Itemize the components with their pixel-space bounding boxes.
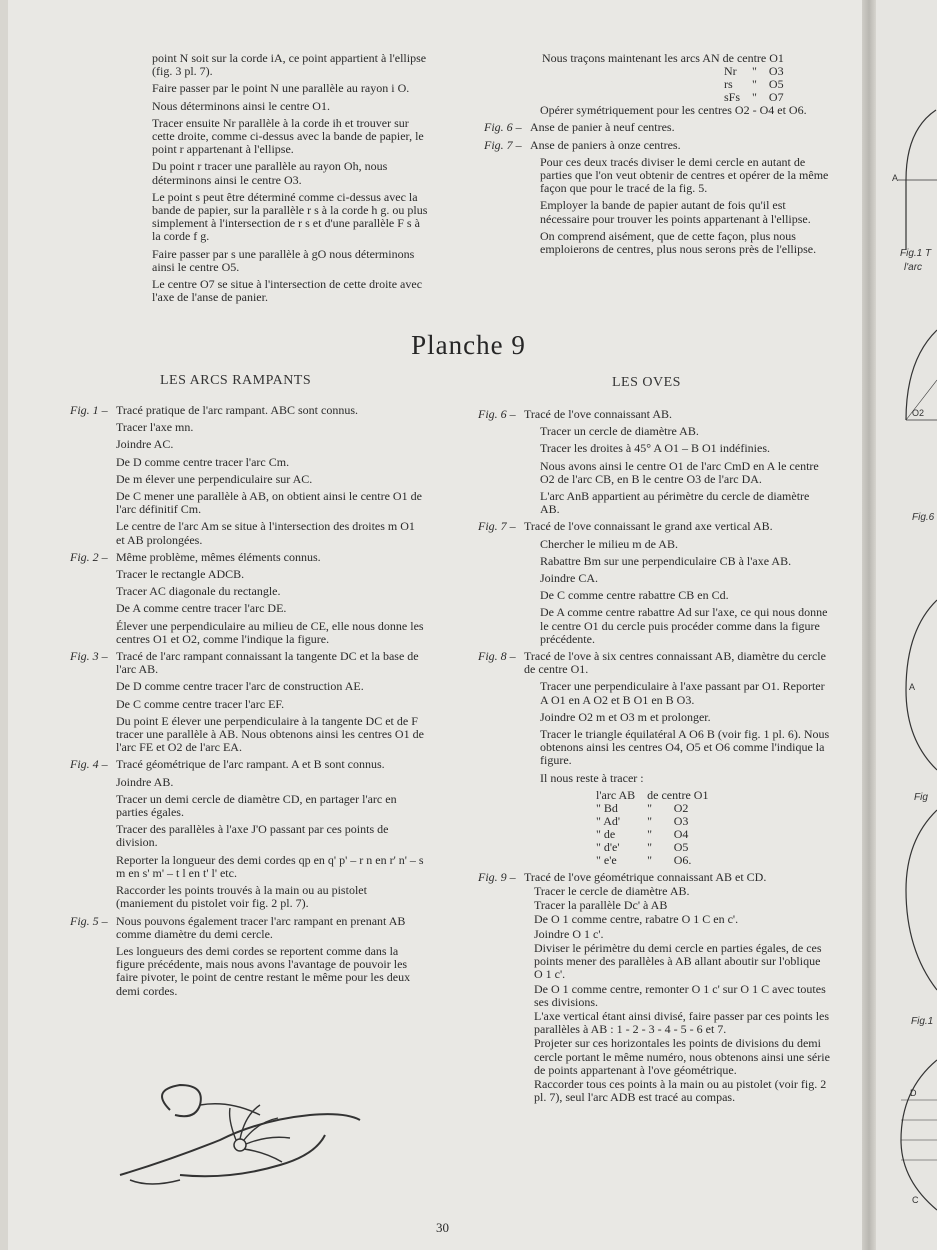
paragraph: Le point s peut être déterminé comme ci-dessus avec la bande de papier, sur la parallèle r s à la corde h g. ou plus simplement à l'intersection de r s et d'une parallèle F s à la corde f g. <box>152 189 428 244</box>
arcs-intro: Nous traçons maintenant les arcs AN de centre O1 <box>542 51 784 65</box>
ditto-cell: " <box>752 90 757 105</box>
instruction: Tracer un cercle de diamètre AB. <box>540 424 699 439</box>
centre-cell: O5 <box>768 77 784 92</box>
cell: O5 <box>673 839 689 854</box>
instruction: De C comme centre rabattre CB en Cd. <box>540 588 729 603</box>
cell: " d'e' <box>596 839 620 854</box>
cell: O4 <box>673 826 689 841</box>
centre-cell: O7 <box>768 90 784 105</box>
instruction: De C mener une parallèle à AB, on obtient ainsi le centre O1 de l'arc définitif Cm. <box>116 489 422 517</box>
fig-heading <box>70 650 426 676</box>
palmette-ornament <box>110 1080 370 1190</box>
page-number: 30 <box>436 1220 449 1235</box>
fig-head: Tracé de l'arc rampant connaissant la tangente DC et la base de l'arc AB. <box>116 649 419 677</box>
instruction: Reporter la longueur des demi cordes qp en q' p' – r n en r' n' – s m en s' m' – t l en t' l' etc. <box>116 852 424 880</box>
page-title: Planche 9 <box>411 330 526 360</box>
fig-label: Fig. 8 – <box>478 649 516 664</box>
fig-head: Même problème, mêmes éléments connus. <box>116 549 321 564</box>
paragraph: point N soit sur la corde iA, ce point appartient à l'ellipse (fig. 3 pl. 7). <box>152 51 427 79</box>
table-row <box>596 841 720 854</box>
fig-label: Fig. 2 – <box>70 549 108 564</box>
table-header-row <box>596 789 720 802</box>
fig-head: Tracé pratique de l'arc rampant. ABC sont connus. <box>116 403 358 417</box>
fig-label: Fig. 4 – <box>70 757 108 772</box>
cell: " <box>647 813 653 828</box>
fig-label: Fig. 1 – <box>70 403 108 417</box>
instruction: Élever une perpendiculaire au milieu de CE, elle nous donne les centres O1 et O2, comme l'indique la figure. <box>116 618 424 646</box>
paragraph: Faire passer par le point N une parallèle au rayon i O. <box>152 81 410 96</box>
paragraph: Faire passer par s une parallèle à gO nous déterminons ainsi le centre O5. <box>152 246 415 274</box>
instruction: Tracer une perpendiculaire à l'axe passant par O1. Reporter A O1 en A O2 et B O1 en B O3. <box>540 679 825 707</box>
fig-head: Tracé de l'ove à six centres connaissant AB, diamètre du cercle de centre O1. <box>524 649 826 677</box>
table-row <box>596 802 720 815</box>
arc-cell: sFs <box>724 90 741 105</box>
cell: " de <box>596 826 616 841</box>
facing-page-diagrams <box>876 0 937 1250</box>
margin-arc: l'arc <box>904 262 923 273</box>
cell: " Ad' <box>596 813 621 828</box>
arc-cell: Nr <box>724 64 737 79</box>
instruction: Tracer l'axe mn. <box>116 420 194 435</box>
fig-heading <box>70 404 426 417</box>
instruction: Tracer les droites à 45° A O1 – B O1 indéfinies. <box>540 441 770 456</box>
instruction: Tracer le triangle équilatéral A O6 B (voir fig. 1 pl. 6). Nous obtenons ainsi les centres O4, O5 et O6 comme l'indique la figure. <box>540 727 830 768</box>
instruction: Rabattre Bm sur une perpendiculaire CB à l'axe AB. <box>540 553 792 568</box>
right-section-heading: LES OVES <box>612 375 681 390</box>
fig-head: Tracé géométrique de l'arc rampant. A et B sont connus. <box>116 757 385 772</box>
figure-block <box>70 650 426 754</box>
instruction: Tracer la parallèle Dc' à AB <box>534 898 668 913</box>
fig-heading <box>70 551 426 564</box>
ditto-cell: " <box>752 77 757 92</box>
margin-fig7: Fig <box>914 792 928 803</box>
instruction: L'arc AnB appartient au périmètre du cercle de diamètre AB. <box>540 489 810 517</box>
table-row <box>596 828 720 841</box>
cell: O3 <box>673 813 689 828</box>
instruction: Tracer AC diagonale du rectangle. <box>116 584 281 599</box>
fig-text: Anse de panier à neuf centres. <box>530 120 675 135</box>
margin-fig1: Fig.1 T <box>900 248 932 259</box>
cell: " <box>647 826 653 841</box>
instruction: Diviser le périmètre du demi cercle en parties égales, de ces points mener des parallèles à AB allant aboutir sur l'oblique O 1 c'. <box>534 940 822 982</box>
instruction: Tracer un demi cercle de diamètre CD, en partager l'arc en parties égales. <box>116 791 397 820</box>
instruction: Il nous reste à tracer : <box>540 770 644 785</box>
fig-heading <box>70 758 426 771</box>
ditto-cell: " <box>752 64 757 79</box>
paragraph: On comprend aisément, que de cette façon, plus nous emploierons de centres, plus nous serons près de l'ellipse. <box>540 228 817 257</box>
margin-fig9: Fig.1 <box>911 1016 934 1027</box>
instruction: Raccorder les points trouvés à la main ou au pistolet (maniement du pistolet voir fig. 2 pl. 7). <box>116 883 367 911</box>
instruction: Joindre O2 m et O3 m et prolonger. <box>540 709 711 724</box>
paragraph: Du point r tracer une parallèle au rayon Oh, nous déterminons ainsi le centre O3. <box>152 159 388 187</box>
header-cell: l'arc AB <box>596 787 636 802</box>
cell: O6. <box>673 852 692 867</box>
centre-cell: O3 <box>768 64 784 79</box>
fig-label: Fig. 6 – <box>478 407 516 421</box>
fig-label: Fig. 5 – <box>70 913 108 928</box>
table-row <box>596 815 720 828</box>
instruction: Tracer le cercle de diamètre AB. <box>534 884 690 899</box>
cell: " <box>647 852 653 867</box>
margin-fig6: Fig.6 <box>912 512 935 523</box>
figure-block <box>478 650 830 785</box>
instruction: De O 1 comme centre, remonter O 1 c' sur O 1 C avec toutes ses divisions. <box>534 981 826 1009</box>
symmetry-note: Opérer symétriquement pour les centres O2 - O4 et O6. <box>540 103 807 118</box>
top-right-column <box>484 52 829 260</box>
margin-label-o2: O2 <box>912 408 925 418</box>
paragraph: Tracer ensuite Nr parallèle à la corde ih et trouver sur cette droite, comme ci-dessus avec la bande de papier, le point r appartenant à l'ellipse. <box>152 115 424 157</box>
instruction: Tracer des parallèles à l'axe J'O passant par ces points de division. <box>116 822 389 850</box>
instruction: Raccorder tous ces points à la main ou au pistolet (voir fig. 2 pl. 7), seul l'arc ADB est tracé au compas. <box>534 1076 827 1105</box>
instruction: De D comme centre tracer l'arc de construction AE. <box>116 679 364 694</box>
instruction: Tracer le rectangle ADCB. <box>116 567 245 582</box>
paragraph: Pour ces deux tracés diviser le demi cercle en autant de parties que l'on veut obtenir de centres et opérer de la même façon que pour le tracé de la fig. 5. <box>540 154 829 196</box>
fig-heading <box>70 915 426 941</box>
fig-head: Nous pouvons également tracer l'arc rampant en prenant AB comme diamètre du demi cercle. <box>116 913 406 941</box>
instruction: De A comme centre tracer l'arc DE. <box>116 601 287 616</box>
instruction: Les longueurs des demi cordes se reportent comme dans la figure précédente, mais nous avons l'avantage de pouvoir les faire pivoter, le point de centre restant le même pour les deux demi cordes. <box>116 943 411 998</box>
cell: " e'e <box>596 852 617 867</box>
arcs-table <box>724 65 796 104</box>
fig-label: Fig. 7 – <box>484 137 522 152</box>
instruction: De m élever une perpendiculaire sur AC. <box>116 471 313 486</box>
instruction: De A comme centre rabattre Ad sur l'axe, ce qui nous donne le centre O1 du cercle puis procéder comme dans la figure précédente. <box>540 605 828 646</box>
cell: " <box>647 800 653 815</box>
figure-block <box>478 520 830 646</box>
header-cell: de centre O1 <box>647 787 709 802</box>
fig-head: Tracé de l'ove connaissant AB. <box>524 407 673 421</box>
fig-label: Fig. 7 – <box>478 519 516 534</box>
margin-label-a: A <box>892 173 899 183</box>
instruction: De C comme centre tracer l'arc EF. <box>116 696 285 711</box>
instruction: L'axe vertical étant ainsi divisé, faire passer par ces points les parallèles à AB : 1 - 2 - 3 - 4 - 5 - 6 et 7. <box>534 1008 830 1037</box>
book-gutter <box>862 0 876 1250</box>
fig-label: Fig. 6 – <box>484 120 522 135</box>
instruction: Projeter sur ces horizontales les points de divisions du demi cercle portant le même numéro, nous obtenons ainsi une série de points appartenant à l'ove géométrique. <box>534 1036 830 1077</box>
instruction: Du point E élever une perpendiculaire à la tangente DC et de F tracer une parallèle à AB. Nous obtenons ainsi les centres O1 de l'arc FE et O2 de l'arc EA. <box>116 713 424 755</box>
fig-heading <box>478 408 830 421</box>
top-left-column <box>152 52 430 308</box>
figure-block <box>70 551 426 646</box>
figure-block <box>70 758 426 910</box>
fig-heading <box>478 520 830 533</box>
instruction: De O 1 comme centre, rabatre O 1 C en c'. <box>534 912 739 927</box>
instruction: Joindre O 1 c'. <box>534 926 604 941</box>
fig7-line <box>484 139 829 152</box>
fig-heading <box>478 871 830 884</box>
figure-block <box>70 404 426 547</box>
centres-table <box>596 789 720 867</box>
margin-label-d: D <box>910 1088 917 1098</box>
instruction: Joindre AB. <box>116 774 174 789</box>
cell: " Bd <box>596 800 618 815</box>
left-column <box>70 404 426 1002</box>
fig-label: Fig. 3 – <box>70 649 108 664</box>
margin-label-a2: A <box>909 682 916 692</box>
fig-text: Anse de paniers à onze centres. <box>530 137 681 152</box>
instruction: De D comme centre tracer l'arc Cm. <box>116 454 290 469</box>
instruction: Joindre CA. <box>540 571 598 586</box>
cell: O2 <box>673 800 689 815</box>
facing-page-edge <box>876 0 937 1250</box>
table-row <box>596 854 720 867</box>
instruction: Joindre AC. <box>116 437 174 452</box>
figure-block <box>70 915 426 998</box>
fig6-line <box>484 121 829 134</box>
figure-block <box>478 871 830 1104</box>
fig-label: Fig. 9 – <box>478 869 516 884</box>
cell: " <box>647 839 653 854</box>
fig-head: Tracé de l'ove géométrique connaissant AB et CD. <box>524 869 767 884</box>
arc-cell: rs <box>724 77 733 92</box>
table-row <box>724 65 796 78</box>
fig-head: Tracé de l'ove connaissant le grand axe vertical AB. <box>524 519 773 534</box>
paragraph: Le centre O7 se situe à l'intersection de cette droite avec l'axe de l'anse de panier. <box>152 277 423 305</box>
figure-block <box>478 408 830 516</box>
instruction: Nous avons ainsi le centre O1 de l'arc CmD en A le centre O2 de l'arc CB, en B le centre O3 de l'arc DA. <box>540 458 819 486</box>
right-column <box>478 408 830 1105</box>
paragraph: Employer la bande de papier autant de fois qu'il est nécessaire pour trouver les points appartenant à l'ellipse. <box>540 198 811 226</box>
instruction: Le centre de l'arc Am se situe à l'intersection des droites m O1 et AB prolongées. <box>116 519 415 547</box>
left-section-heading: LES ARCS RAMPANTS <box>160 373 312 388</box>
margin-label-c: C <box>912 1195 919 1205</box>
instruction: Chercher le milieu m de AB. <box>540 536 678 551</box>
paragraph: Nous déterminons ainsi le centre O1. <box>152 98 330 113</box>
fig-heading <box>478 650 830 676</box>
